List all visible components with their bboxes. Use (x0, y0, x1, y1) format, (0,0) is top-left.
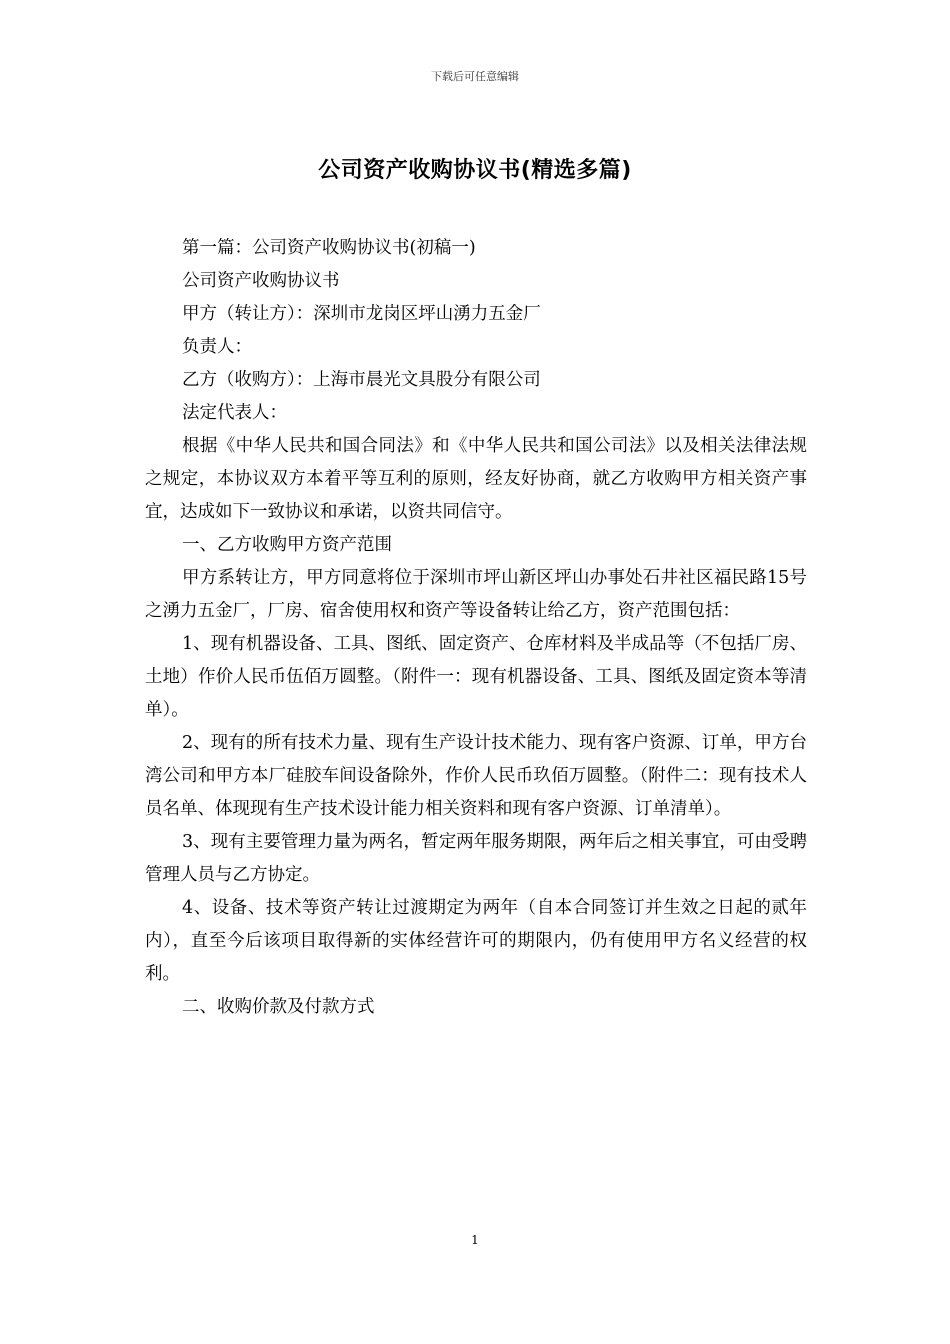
document-body (145, 232, 807, 1024)
section-heading: 二、收购价款及付款方式 (182, 997, 375, 1017)
document-title: 公司资产收购协议书(精选多篇) (318, 158, 632, 183)
paragraph: 负责人： (182, 337, 252, 357)
paragraph: 法定代表人： (182, 403, 287, 423)
paragraph: 根据《中华人民共和国合同法》和《中华人民共和国公司法》以及相关法律法规之规定，本协议双方本着平等互利的原则，经友好协商，就乙方收购甲方相关资产事宜，达成如下一致协议和承诺，以资共同信守。 (145, 436, 807, 522)
paragraph: 乙方（收购方）：上海市晨光文具股分有限公司 (182, 370, 541, 390)
paragraph: 甲方（转让方）：深圳市龙岗区坪山湧力五金厂 (182, 304, 541, 324)
page-header: 下载后可任意编辑 (431, 70, 519, 83)
paragraph: 甲方系转让方，甲方同意将位于深圳市坪山新区坪山办事处石井社区福民路15号之湧力五金厂，厂房、宿舍使用权和资产等设备转让给乙方，资产范围包括： (145, 568, 807, 621)
list-item: 3、现有主要管理力量为两名，暂定两年服务期限，两年后之相关事宜，可由受聘管理人员与乙方协定。 (145, 832, 807, 885)
list-item: 4、设备、技术等资产转让过渡期定为两年（自本合同签订并生效之日起的贰年内），直至今后该项目取得新的实体经营许可的期限内，仍有使用甲方名义经营的权利。 (145, 898, 807, 984)
paragraph: 第一篇：公司资产收购协议书(初稿一) (182, 238, 476, 258)
paragraph: 公司资产收购协议书 (182, 271, 340, 291)
page-number: 1 (471, 1233, 479, 1247)
list-item: 1、现有机器设备、工具、图纸、固定资产、仓库材料及半成品等（不包括厂房、土地）作价人民币伍佰万圆整。（附件一：现有机器设备、工具、图纸及固定资本等清单）。 (145, 634, 807, 720)
section-heading: 一、乙方收购甲方资产范围 (182, 535, 392, 555)
list-item: 2、现有的所有技术力量、现有生产设计技术能力、现有客户资源、订单，甲方台湾公司和甲方本厂硅胶车间设备除外，作价人民币玖佰万圆整。（附件二：现有技术人员名单、体现现有生产技术设计能力相关资料和现有客户资源、订单清单）。 (145, 733, 807, 819)
